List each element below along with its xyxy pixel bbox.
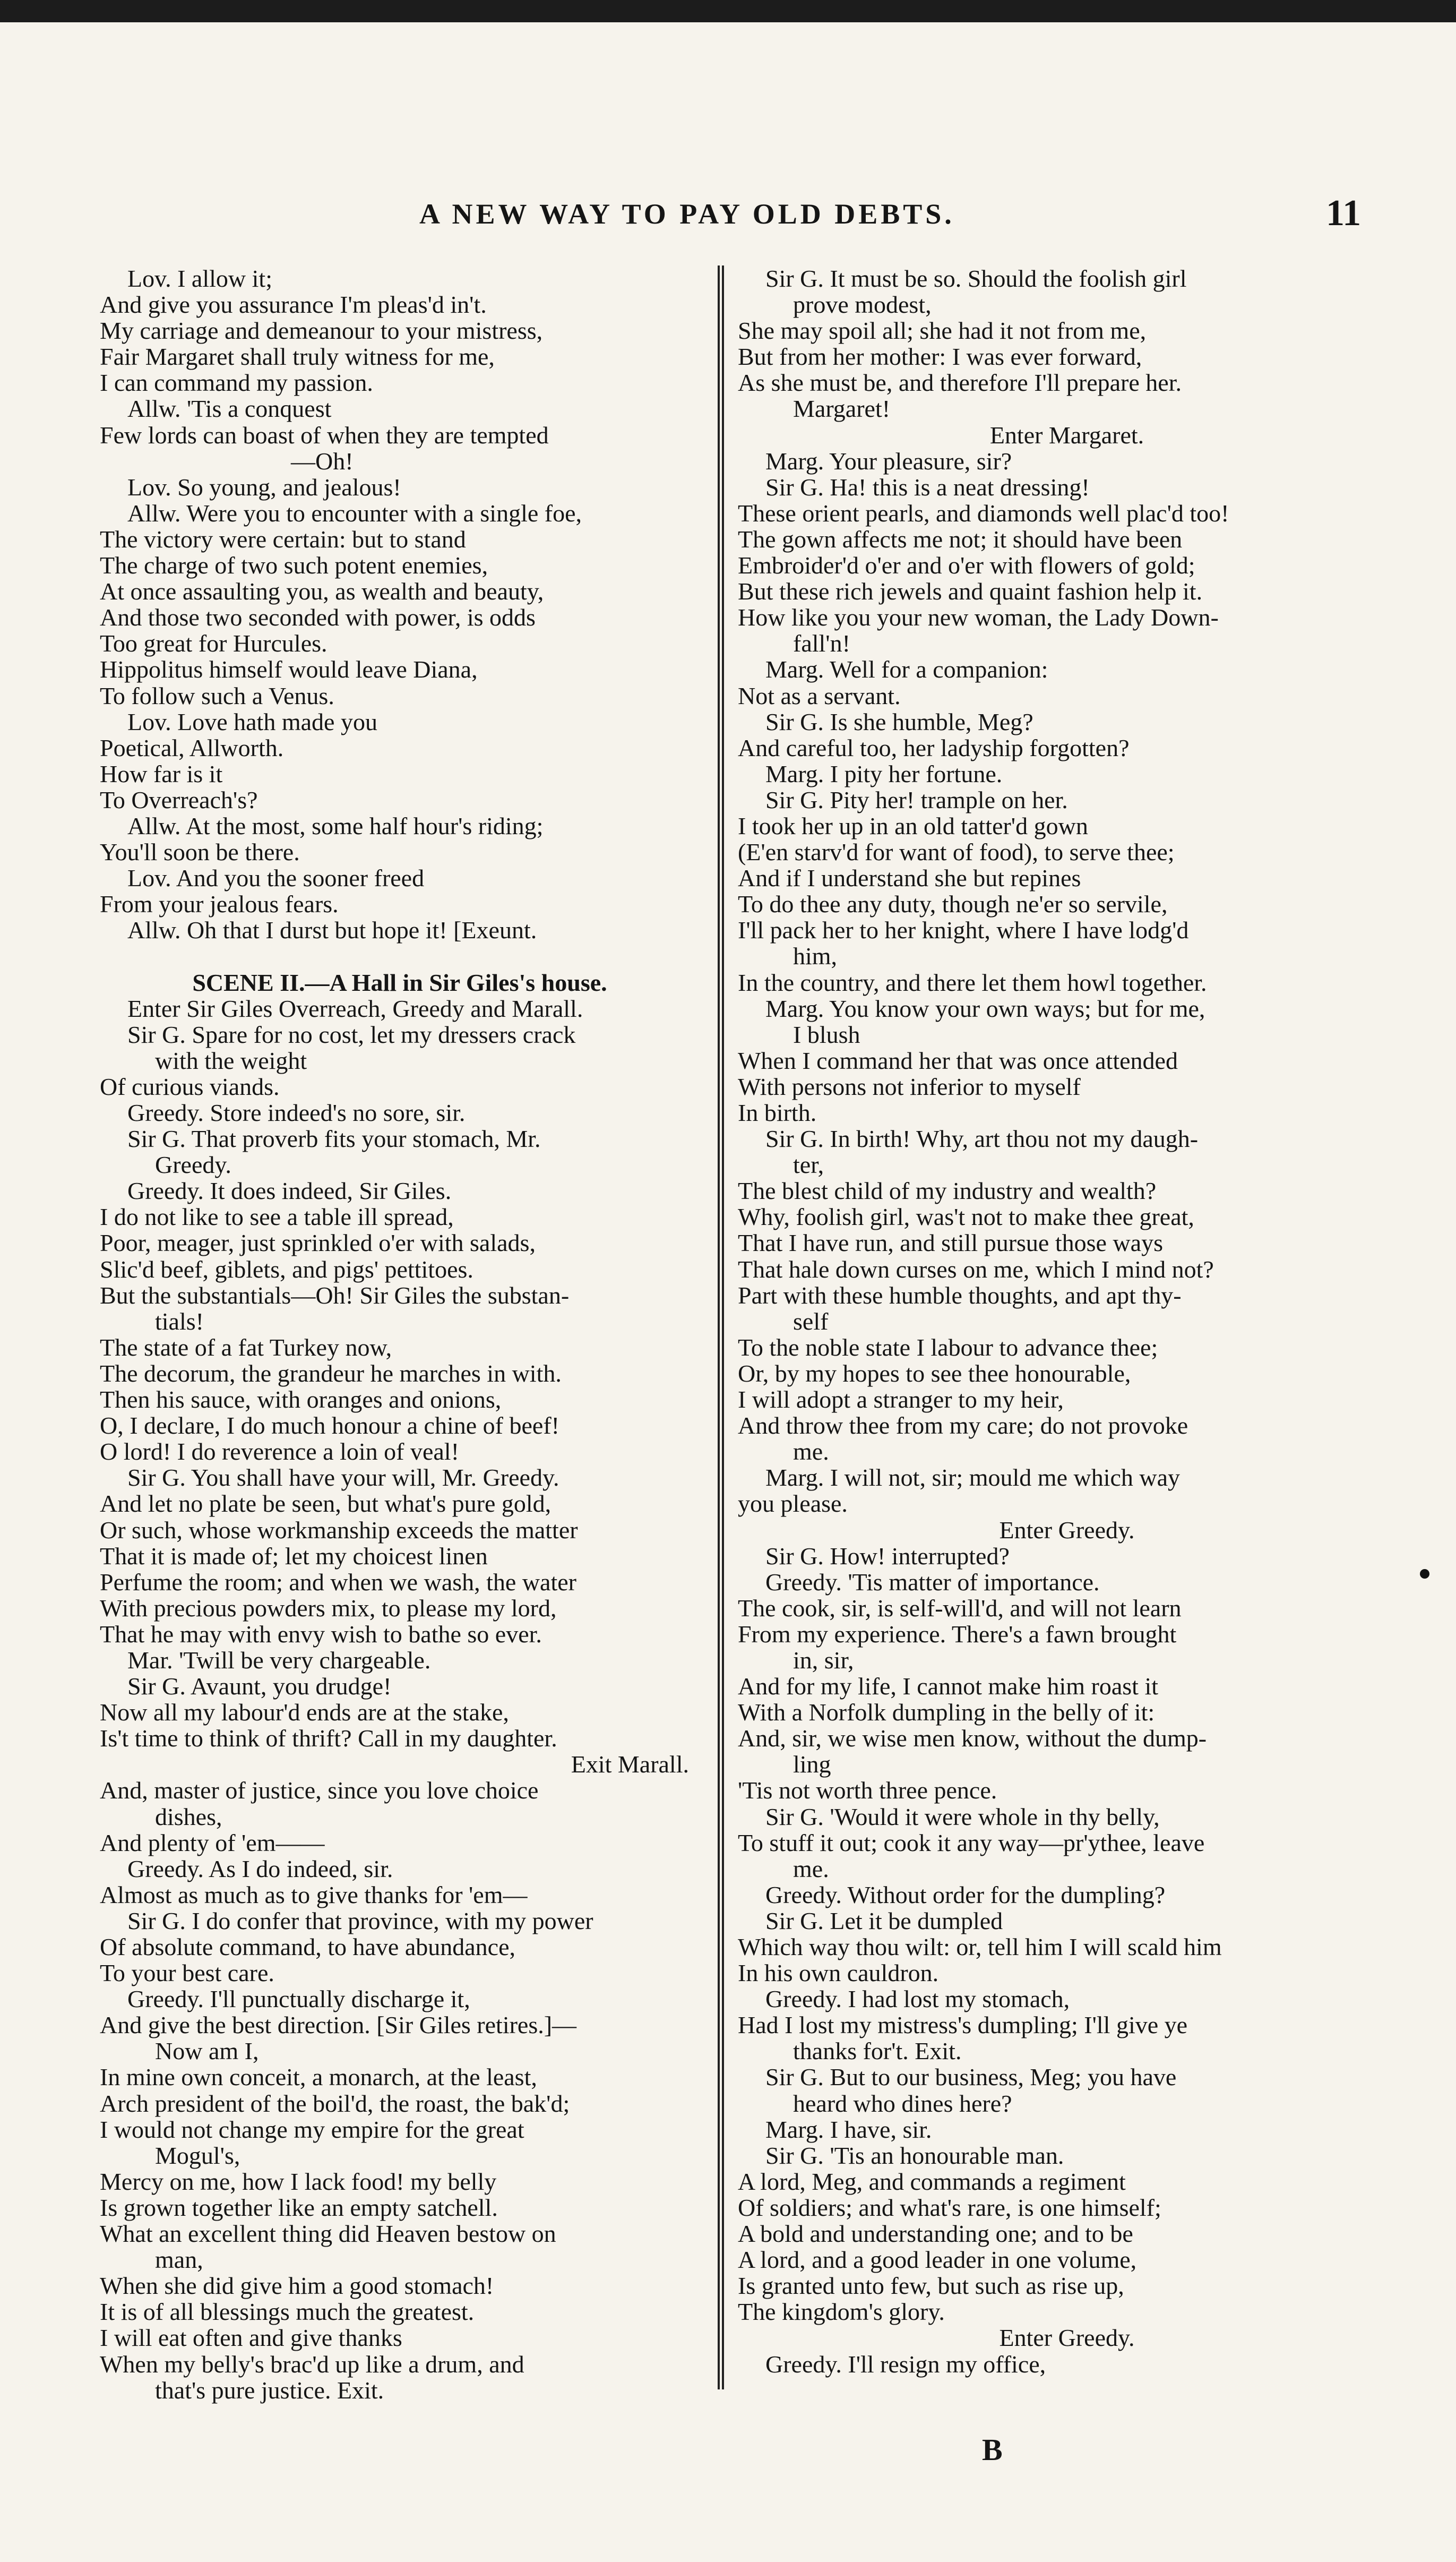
text-line: Sir G. I do confer that province, with my power [127, 1907, 593, 1934]
text-line: The kingdom's glory. [738, 2298, 945, 2326]
text-line: Allw. Oh that I durst but hope it! [Exeunt. [127, 916, 537, 944]
text-line: In the country, and there let them howl together. [738, 969, 1207, 996]
text-line: 'Tis not worth three pence. [738, 1777, 997, 1804]
text-line: thanks for't. Exit. [793, 2037, 962, 2065]
text-line: Greedy. Store indeed's no sore, sir. [127, 1099, 466, 1126]
text-line: Greedy. 'Tis matter of importance. [765, 1568, 1100, 1596]
text-line: And, master of justice, since you love choice [100, 1777, 539, 1804]
text-line: The victory were certain: but to stand [100, 525, 466, 553]
text-line: The charge of two such potent enemies, [100, 552, 488, 579]
text-line: I'll pack her to her knight, where I have lodg'd [738, 916, 1189, 944]
running-header: A NEW WAY TO PAY OLD DEBTS. [419, 198, 955, 230]
text-line: Greedy. I had lost my stomach, [765, 1985, 1070, 2013]
text-line: And throw thee from my care; do not provoke [738, 1412, 1188, 1439]
text-line: At once assaulting you, as wealth and beauty, [100, 578, 544, 605]
text-line: with the weight [155, 1047, 307, 1074]
text-line: Sir G. Pity her! trample on her. [765, 786, 1068, 813]
text-line: Poor, meager, just sprinkled o'er with salads, [100, 1229, 536, 1257]
text-line: As she must be, and therefore I'll prepare her. [738, 369, 1182, 397]
text-line: me. [793, 1855, 829, 1882]
text-line: Which way thou wilt: or, tell him I will scald him [738, 1933, 1222, 1960]
text-line [100, 943, 700, 969]
text-line: Marg. I have, sir. [765, 2115, 932, 2143]
text-line: Allw. 'Tis a conquest [127, 395, 332, 423]
text-line: Or, by my hopes to see thee honourable, [738, 1359, 1131, 1387]
text-line: Of absolute command, to have abundance, [100, 1933, 516, 1960]
text-line: When I command her that was once attended [738, 1047, 1178, 1074]
text-line: And those two seconded with power, is odds [100, 604, 536, 631]
text-line: And, sir, we wise men know, without the dump- [738, 1725, 1207, 1752]
text-line: Allw. Were you to encounter with a single foe, [127, 499, 582, 527]
text-line: fall'n! [793, 630, 850, 657]
text-line: Of soldiers; and what's rare, is one himself; [738, 2193, 1161, 2221]
text-line: To follow such a Venus. [100, 682, 334, 709]
text-line: Now all my labour'd ends are at the stake, [100, 1699, 509, 1726]
text-line: Allw. At the most, some half hour's riding; [127, 812, 544, 839]
text-line: me. [793, 1438, 829, 1466]
text-line: Is't time to think of thrift? Call in my daughter. [100, 1725, 557, 1752]
text-line: him, [793, 942, 838, 970]
text-line: Slic'd beef, giblets, and pigs' pettitoes. [100, 1255, 473, 1283]
text-line: Then his sauce, with oranges and onions, [100, 1386, 502, 1413]
text-line: you please. [738, 1490, 848, 1518]
text-line: Marg. I pity her fortune. [765, 760, 1003, 787]
text-line: Marg. Your pleasure, sir? [765, 447, 1012, 475]
text-line: To the noble state I labour to advance thee; [738, 1333, 1158, 1361]
text-line: Sir G. How! interrupted? [765, 1542, 1010, 1570]
text-line: Enter Sir Giles Overreach, Greedy and Marall. [127, 995, 583, 1022]
text-line: She may spoil all; she had it not from me, [738, 317, 1147, 345]
text-line: (E'en starv'd for want of food), to serve thee; [738, 838, 1175, 866]
signature-mark: B [982, 2432, 1003, 2467]
text-line: Greedy. Without order for the dumpling? [765, 1881, 1166, 1908]
text-line: I can command my passion. [100, 369, 373, 397]
text-line: Sir G. 'Would it were whole in thy belly, [765, 1803, 1160, 1830]
text-line: Part with these humble thoughts, and apt thy- [738, 1281, 1182, 1309]
text-line: Marg. I will not, sir; mould me which way [765, 1464, 1181, 1492]
text-line: in, sir, [793, 1646, 854, 1674]
text-line: Arch president of the boil'd, the roast, the bak'd; [100, 2089, 570, 2117]
text-line: With a Norfolk dumpling in the belly of it: [738, 1699, 1155, 1726]
text-line: Lov. So young, and jealous! [127, 473, 401, 501]
text-line: I would not change my empire for the great [100, 2115, 524, 2143]
text-line: Sir G. That proverb fits your stomach, Mr. [127, 1125, 541, 1153]
text-line: Almost as much as to give thanks for 'em— [100, 1881, 528, 1908]
text-line: To do thee any duty, though ne'er so servile, [738, 890, 1168, 918]
text-line: A lord, Meg, and commands a regiment [738, 2167, 1126, 2195]
text-line: Sir G. Spare for no cost, let my dressers crack [127, 1021, 576, 1048]
text-line: that's pure justice. Exit. [155, 2376, 384, 2404]
text-line: And if I understand she but repines [738, 864, 1081, 892]
text-line: I do not like to see a table ill spread, [100, 1203, 454, 1231]
text-line: Enter Margaret. [989, 421, 1144, 449]
text-line: From your jealous fears. [100, 890, 339, 918]
text-line: Greedy. [155, 1151, 231, 1179]
text-line: Sir G. Let it be dumpled [765, 1907, 1003, 1934]
text-line: A bold and understanding one; and to be [738, 2220, 1133, 2248]
text-line: When my belly's brac'd up like a drum, and [100, 2350, 524, 2378]
text-line: Had I lost my mistress's dumpling; I'll give ye [738, 2011, 1188, 2039]
text-line: I blush [793, 1021, 860, 1048]
text-line: To stuff it out; cook it any way—pr'ythee, leave [738, 1829, 1205, 1856]
text-line: I took her up in an old tatter'd gown [738, 812, 1088, 839]
text-line: I will adopt a stranger to my heir, [738, 1386, 1064, 1413]
text-line: To Overreach's? [100, 786, 258, 813]
top-edge-shadow [0, 0, 1456, 22]
text-line: Sir G. It must be so. Should the foolish girl [765, 265, 1187, 292]
text-line: Why, foolish girl, was't not to make thee great, [738, 1203, 1194, 1231]
text-line: And careful too, her ladyship forgotten? [738, 734, 1130, 761]
text-line: A lord, and a good leader in one volume, [738, 2246, 1137, 2274]
text-line: Mercy on me, how I lack food! my belly [100, 2167, 497, 2195]
text-line: Embroider'd o'er and o'er with flowers of gold; [738, 552, 1195, 579]
text-line: Sir G. But to our business, Meg; you have [765, 2063, 1177, 2091]
text-line: From my experience. There's a fawn brought [738, 1620, 1177, 1648]
left-column [100, 265, 700, 2403]
text-line: Not as a servant. [738, 682, 901, 709]
text-line: Greedy. I'll punctually discharge it, [127, 1985, 470, 2013]
text-line: My carriage and demeanour to your mistress, [100, 317, 543, 345]
text-line: In birth. [738, 1099, 817, 1126]
text-line: Or such, whose workmanship exceeds the matter [100, 1516, 578, 1544]
text-line: Hippolitus himself would leave Diana, [100, 656, 478, 683]
text-line: The decorum, the grandeur he marches in with. [100, 1359, 562, 1387]
text-line: When she did give him a good stomach! [100, 2272, 494, 2300]
text-line: And give you assurance I'm pleas'd in't. [100, 291, 487, 319]
text-line: Lov. And you the sooner freed [127, 864, 425, 892]
text-line: I will eat often and give thanks [100, 2324, 402, 2352]
text-line: You'll soon be there. [100, 838, 300, 866]
text-line: Poetical, Allworth. [100, 734, 284, 761]
text-line: Of curious viands. [100, 1073, 280, 1100]
text-line: Exit Marall. [571, 1751, 689, 1778]
text-line: That hale down curses on me, which I mind not? [738, 1255, 1214, 1283]
text-line: It is of all blessings much the greatest. [100, 2298, 475, 2326]
text-line: In mine own conceit, a monarch, at the least, [100, 2063, 537, 2091]
text-line: Sir G. You shall have your will, Mr. Greedy. [127, 1464, 559, 1492]
text-line: Margaret! [793, 395, 891, 423]
text-line: But these rich jewels and quaint fashion help it. [738, 578, 1203, 605]
text-line: Now am I, [155, 2037, 259, 2065]
text-line: That he may with envy wish to bathe so ever. [100, 1620, 542, 1648]
text-line: How like you your new woman, the Lady Down- [738, 604, 1219, 631]
text-line: And plenty of 'em—— [100, 1829, 325, 1856]
text-line: SCENE II.—A Hall in Sir Giles's house. [192, 969, 607, 996]
text-line: O, I declare, I do much honour a chine of beef! [100, 1412, 559, 1439]
text-line: The gown affects me not; it should have been [738, 525, 1183, 553]
text-line: And give the best direction. [Sir Giles retires.]— [100, 2011, 577, 2039]
text-line: Sir G. Avaunt, you drudge! [127, 1673, 392, 1700]
text-line: O lord! I do reverence a loin of veal! [100, 1438, 459, 1466]
text-line: heard who dines here? [793, 2089, 1012, 2117]
text-line: That it is made of; let my choicest linen [100, 1542, 488, 1570]
text-line: Lov. Love hath made you [127, 708, 377, 735]
text-line: The state of a fat Turkey now, [100, 1333, 392, 1361]
text-line: How far is it [100, 760, 223, 787]
text-line: The cook, sir, is self-will'd, and will not learn [738, 1594, 1182, 1622]
text-line: That I have run, and still pursue those ways [738, 1229, 1163, 1257]
ink-speck [1420, 1569, 1429, 1579]
text-line: Greedy. As I do indeed, sir. [127, 1855, 393, 1882]
text-line: With persons not inferior to myself [738, 1073, 1081, 1100]
text-line: Perfume the room; and when we wash, the water [100, 1568, 576, 1596]
text-line: self [793, 1307, 829, 1335]
text-line: In his own cauldron. [738, 1959, 939, 1987]
text-line: Mogul's, [155, 2141, 240, 2169]
text-line: Greedy. It does indeed, Sir Giles. [127, 1177, 452, 1205]
text-line: —Oh! [291, 447, 354, 475]
text-line: Sir G. 'Tis an honourable man. [765, 2141, 1064, 2169]
text-line: And let no plate be seen, but what's pure gold, [100, 1490, 552, 1518]
text-line: And for my life, I cannot make him roast it [738, 1673, 1159, 1700]
text-line: Enter Greedy. [999, 1516, 1135, 1544]
text-line: Sir G. In birth! Why, art thou not my daugh- [765, 1125, 1199, 1153]
text-line: These orient pearls, and diamonds well plac'd too! [738, 499, 1229, 527]
text-line: Sir G. Is she humble, Meg? [765, 708, 1033, 735]
text-line: But from her mother: I was ever forward, [738, 343, 1142, 371]
text-line: ter, [793, 1151, 824, 1179]
right-column [738, 265, 1396, 2377]
text-line: man, [155, 2246, 203, 2274]
text-line: Few lords can boast of when they are tempted [100, 421, 549, 449]
text-line: Is granted unto few, but such as rise up, [738, 2272, 1124, 2300]
text-line: prove modest, [793, 291, 932, 319]
text-line: But the substantials—Oh! Sir Giles the substan- [100, 1281, 570, 1309]
text-line: ling [793, 1751, 831, 1778]
text-line: Is grown together like an empty satchell. [100, 2193, 498, 2221]
text-line: The blest child of my industry and wealth? [738, 1177, 1157, 1205]
text-line: Marg. You know your own ways; but for me, [765, 995, 1205, 1022]
text-line: Sir G. Ha! this is a neat dressing! [765, 473, 1090, 501]
text-line: dishes, [155, 1803, 222, 1830]
text-line: What an excellent thing did Heaven bestow on [100, 2220, 556, 2248]
text-line: Lov. I allow it; [127, 265, 272, 292]
text-line: Greedy. I'll resign my office, [765, 2350, 1046, 2378]
column-divider [718, 265, 724, 2389]
text-line: With precious powders mix, to please my lord, [100, 1594, 557, 1622]
text-line: Fair Margaret shall truly witness for me, [100, 343, 495, 371]
page-number: 11 [1326, 193, 1362, 234]
text-line: Too great for Hurcules. [100, 630, 328, 657]
text-line: Mar. 'Twill be very chargeable. [127, 1646, 431, 1674]
text-line: Enter Greedy. [999, 2324, 1135, 2352]
text-line: To your best care. [100, 1959, 274, 1987]
text-line: tials! [155, 1307, 204, 1335]
text-line: Marg. Well for a companion: [765, 656, 1048, 683]
